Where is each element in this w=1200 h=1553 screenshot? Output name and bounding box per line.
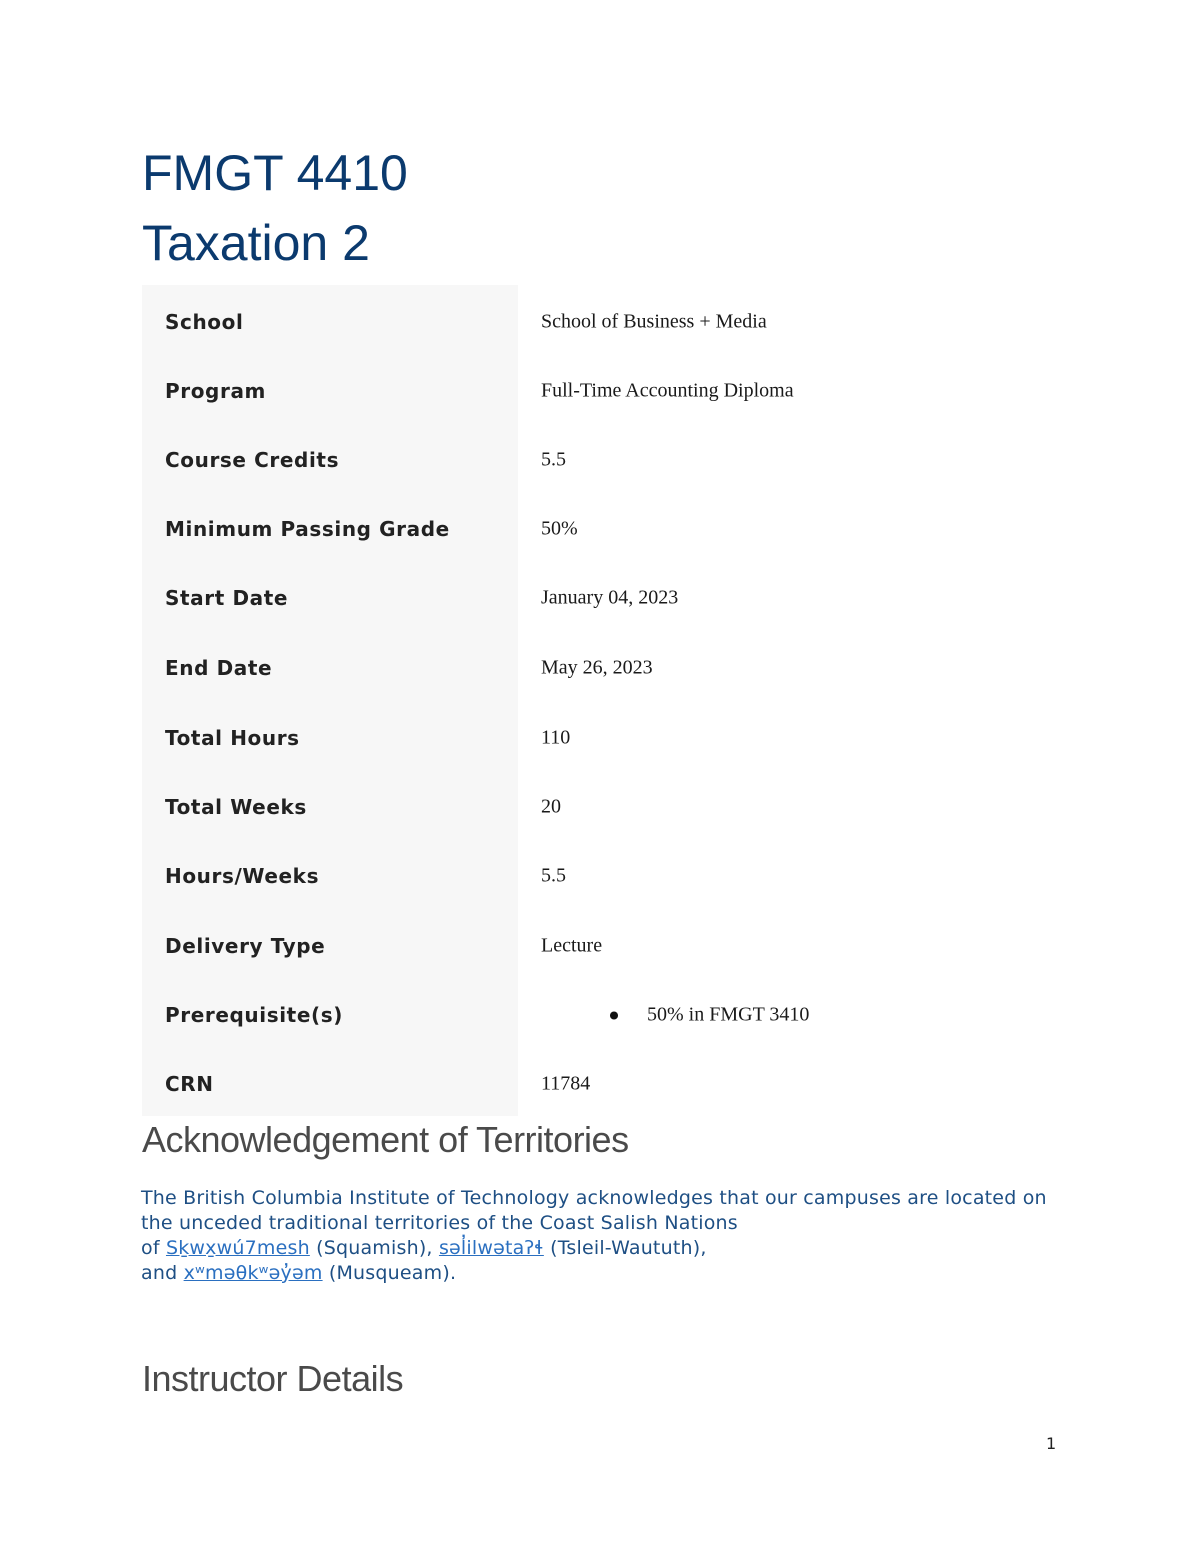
info-value: Full-Time Accounting Diploma (541, 379, 794, 401)
info-label: Prerequisite(s) (165, 1002, 343, 1027)
ack-intro-text: The British Columbia Institute of Technology acknowledges that our campuses are located on the unceded traditional territories of the Coast Salish Nations (141, 1187, 1047, 1234)
info-label: Course Credits (165, 447, 340, 472)
info-label: End Date (165, 655, 273, 680)
info-row-hours-weeks (142, 841, 1042, 910)
ack-of-word: of (141, 1237, 160, 1259)
info-row-course-credits (142, 425, 1042, 494)
info-value: 20 (541, 795, 561, 817)
info-label: Minimum Passing Grade (165, 516, 450, 541)
info-label: Total Hours (165, 725, 300, 750)
info-label: School (165, 309, 244, 334)
info-label: Start Date (165, 585, 289, 610)
tsleil-waututh-nation-link[interactable]: səl̓ilwətaʔɬ (438, 1237, 544, 1259)
course-code-title: FMGT 4410 (142, 145, 408, 201)
info-value: 5.5 (541, 864, 566, 886)
info-row-delivery-type (142, 911, 1042, 980)
course-name-title: Taxation 2 (142, 215, 370, 271)
info-row-school (142, 287, 1042, 356)
info-value: 50% (541, 517, 578, 539)
info-value: January 04, 2023 (541, 586, 679, 608)
info-label: Total Weeks (165, 794, 307, 819)
page-number: 1 (1046, 1434, 1057, 1453)
prerequisite-text: 50% in FMGT 3410 (647, 1003, 810, 1025)
info-row-start-date (142, 563, 1042, 632)
acknowledgement-paragraph (141, 1186, 1061, 1286)
info-row-crn (142, 1049, 1042, 1118)
info-row-minimum-passing-grade (142, 494, 1042, 563)
info-value: 11784 (541, 1072, 591, 1094)
prerequisite-item (607, 1003, 809, 1026)
info-label: CRN (165, 1071, 214, 1096)
info-value: May 26, 2023 (541, 656, 653, 678)
info-row-program (142, 356, 1042, 425)
info-row-total-weeks (142, 772, 1042, 841)
info-value: Lecture (541, 934, 603, 956)
instructor-details-heading: Instructor Details (142, 1358, 404, 1399)
squamish-nation-link[interactable]: Sḵwx̱wú7mesh (165, 1237, 310, 1259)
info-label: Hours/Weeks (165, 863, 320, 888)
info-row-end-date (142, 633, 1042, 702)
musqueam-nation-link[interactable]: xʷməθkʷəy̓əm (183, 1262, 323, 1284)
info-label: Program (165, 378, 266, 403)
info-value: School of Business + Media (541, 310, 767, 332)
info-value: 5.5 (541, 448, 566, 470)
ack-and-word: and (141, 1262, 178, 1284)
info-label: Delivery Type (165, 933, 326, 958)
squamish-english-name: (Squamish), (316, 1237, 433, 1259)
info-row-prerequisites (142, 980, 1042, 1049)
musqueam-english-name: (Musqueam). (328, 1262, 457, 1284)
acknowledgement-heading: Acknowledgement of Territories (142, 1119, 629, 1160)
prerequisite-list (607, 1003, 809, 1026)
tsleil-waututh-english-name: (Tsleil-Waututh), (550, 1237, 707, 1259)
info-row-total-hours (142, 703, 1042, 772)
bullet-icon (610, 1011, 618, 1019)
info-value: 110 (541, 726, 571, 748)
